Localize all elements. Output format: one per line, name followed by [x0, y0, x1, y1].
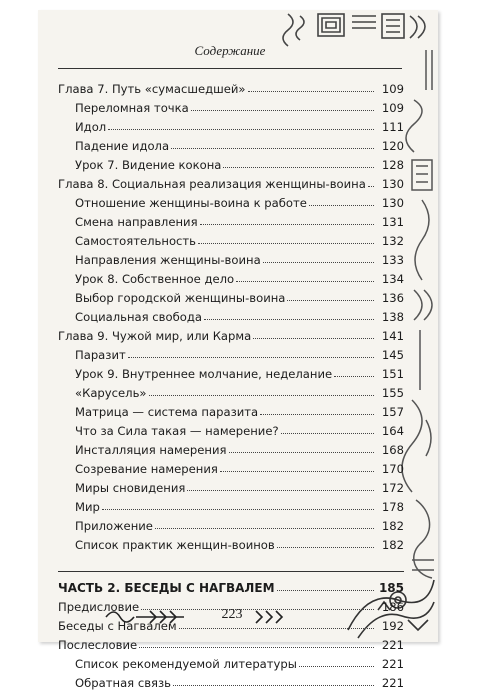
- toc-entry-title: Паразит: [75, 348, 126, 362]
- toc-leader-dots: [173, 685, 374, 686]
- toc-leader-dots: [281, 433, 374, 434]
- toc-entry: [58, 286, 404, 305]
- toc-entry-title: Созревание намерения: [75, 462, 218, 476]
- toc-leader-dots: [299, 666, 374, 667]
- toc-entry-title: Идол: [75, 120, 107, 134]
- toc-leader-dots: [277, 590, 374, 591]
- toc-entry: [58, 305, 404, 324]
- toc-entry: [58, 96, 404, 115]
- toc-entry-title: Беседы с Нагвалем: [58, 619, 177, 633]
- toc-entry: [58, 134, 404, 153]
- toc-entry-title: Социальная свобода: [75, 310, 202, 324]
- toc-leader-dots: [229, 452, 374, 453]
- toc-entry-page: 221: [381, 676, 404, 690]
- toc-entry: [58, 210, 404, 229]
- toc-entry: [58, 248, 404, 267]
- toc-entry: [58, 514, 404, 533]
- toc-entry: [58, 419, 404, 438]
- table-of-contents: [58, 77, 404, 690]
- toc-leader-dots: [108, 129, 374, 130]
- toc-entry: [58, 381, 404, 400]
- toc-entry-page: 182: [381, 538, 404, 552]
- toc-entry-title: Мир: [75, 500, 100, 514]
- toc-entry-page: 170: [381, 462, 404, 476]
- toc-entry: [58, 476, 404, 495]
- toc-entry-page: 221: [381, 657, 404, 671]
- toc-entry-title: Урок 9. Внутреннее молчание, неделание: [75, 367, 333, 381]
- toc-entry-page: 221: [381, 638, 404, 652]
- toc-entry: [58, 633, 404, 652]
- toc-entry: [58, 495, 404, 514]
- toc-list: [58, 77, 404, 552]
- toc-leader-dots: [139, 647, 374, 648]
- toc-entry-page: 130: [381, 196, 404, 210]
- toc-leader-dots: [204, 319, 374, 320]
- toc-entry: [58, 343, 404, 362]
- toc-entry-page: 155: [381, 386, 404, 400]
- toc-entry: [58, 172, 404, 191]
- toc-entry-page: 157: [381, 405, 404, 419]
- toc-leader-dots: [171, 148, 374, 149]
- toc-entry-page: 185: [378, 581, 404, 595]
- toc-leader-dots: [334, 376, 374, 377]
- toc-leader-dots: [200, 224, 374, 225]
- toc-entry-page: 192: [381, 619, 404, 633]
- page-number: 223: [221, 607, 243, 622]
- toc-leader-dots: [253, 338, 374, 339]
- toc-entry-page: 120: [381, 139, 404, 153]
- toc-leader-dots: [248, 91, 375, 92]
- toc-entry-page: 138: [381, 310, 404, 324]
- toc-leader-dots: [263, 262, 374, 263]
- toc-leader-dots: [102, 509, 374, 510]
- toc-leader-dots: [368, 186, 374, 187]
- toc-entry: [58, 533, 404, 552]
- toc-entry: [58, 362, 404, 381]
- toc-entry-title: Обратная связь: [75, 676, 172, 690]
- toc-leader-dots: [149, 395, 375, 396]
- toc-entry-title: Список практик женщин-воинов: [75, 538, 275, 552]
- toc-entry-page: 109: [381, 101, 404, 115]
- toc-leader-dots: [287, 300, 374, 301]
- toc-leader-dots: [220, 471, 374, 472]
- toc-entry-title: Миры сновидения: [75, 481, 186, 495]
- toc-entry-page: 131: [381, 215, 404, 229]
- page-header: Содержание: [194, 43, 266, 58]
- toc-entry-title: Урок 7. Видение кокона: [75, 158, 222, 172]
- toc-entry-title: Выбор городской женщины-воина: [75, 291, 286, 305]
- toc-entry: [58, 400, 404, 419]
- toc-entry-page: 168: [381, 443, 404, 457]
- toc-entry: [58, 115, 404, 134]
- toc-leader-dots: [191, 110, 374, 111]
- toc-entry: [58, 77, 404, 96]
- toc-entry: [58, 671, 404, 690]
- toc-entry-title: Инсталляция намерения: [75, 443, 227, 457]
- toc-entry-page: 164: [381, 424, 404, 438]
- toc-entry-title: Послесловие: [58, 638, 138, 652]
- toc-entry-page: 186: [381, 600, 404, 614]
- toc-entry-page: 145: [381, 348, 404, 362]
- toc-entry-page: 172: [381, 481, 404, 495]
- toc-entry-title: Приложение: [75, 519, 153, 533]
- toc-entry: [58, 229, 404, 248]
- toc-entry-page: 130: [381, 177, 404, 191]
- toc-leader-dots: [309, 205, 374, 206]
- toc-leader-dots: [277, 547, 374, 548]
- toc-leader-dots: [198, 243, 374, 244]
- toc-leader-dots: [187, 490, 374, 491]
- toc-leader-dots: [260, 414, 374, 415]
- toc-entry-title: Урок 8. Собственное дело: [75, 272, 235, 286]
- toc-entry-page: 136: [381, 291, 404, 305]
- toc-leader-dots: [223, 167, 374, 168]
- header-rule: [58, 68, 402, 69]
- toc-entry: [58, 652, 404, 671]
- part-divider: [58, 552, 404, 572]
- toc-entry-page: 109: [381, 82, 404, 96]
- toc-entry: [58, 438, 404, 457]
- toc-entry-page: 182: [381, 519, 404, 533]
- toc-entry-title: Что за Сила такая — намерение?: [75, 424, 279, 438]
- toc-entry-title: ЧАСТЬ 2. БЕСЕДЫ С НАГВАЛЕМ: [58, 581, 275, 595]
- toc-entry-title: Список рекомендуемой литературы: [75, 657, 297, 671]
- toc-entry-title: Предисловие: [58, 600, 140, 614]
- toc-leader-dots: [236, 281, 374, 282]
- toc-entry-page: 111: [381, 120, 404, 134]
- toc-entry-page: 151: [381, 367, 404, 381]
- toc-leader-dots: [155, 528, 374, 529]
- toc-entry-page: 132: [381, 234, 404, 248]
- toc-part-entry: [58, 576, 404, 595]
- toc-entry-title: Глава 9. Чужой мир, или Карма: [58, 329, 252, 343]
- ornament-right-border: [406, 40, 438, 600]
- toc-entry-title: Смена направления: [75, 215, 198, 229]
- toc-entry-title: «Карусель»: [75, 386, 147, 400]
- toc-entry-title: Матрица — система паразита: [75, 405, 259, 419]
- toc-entry-page: 141: [381, 329, 404, 343]
- toc-entry-title: Отношение женщины-воина к работе: [75, 196, 307, 210]
- toc-entry-title: Самостоятельность: [75, 234, 196, 248]
- toc-entry-page: 134: [381, 272, 404, 286]
- toc-entry: [58, 457, 404, 476]
- toc-entry-page: 178: [381, 500, 404, 514]
- toc-entry-page: 128: [381, 158, 404, 172]
- toc-entry: [58, 324, 404, 343]
- toc-entry-title: Падение идола: [75, 139, 170, 153]
- toc-entry-page: 133: [381, 253, 404, 267]
- toc-entry: [58, 267, 404, 286]
- toc-entry-title: Направления женщины-воина: [75, 253, 261, 267]
- toc-entry: [58, 191, 404, 210]
- toc-entry-title: Глава 8. Социальная реализация женщины-воина: [58, 177, 366, 191]
- toc-entry: [58, 153, 404, 172]
- toc-entry-title: Глава 7. Путь «сумасшедшей»: [58, 82, 246, 96]
- book-page: [38, 10, 438, 690]
- toc-entry-title: Переломная точка: [75, 101, 189, 115]
- toc-leader-dots: [128, 357, 374, 358]
